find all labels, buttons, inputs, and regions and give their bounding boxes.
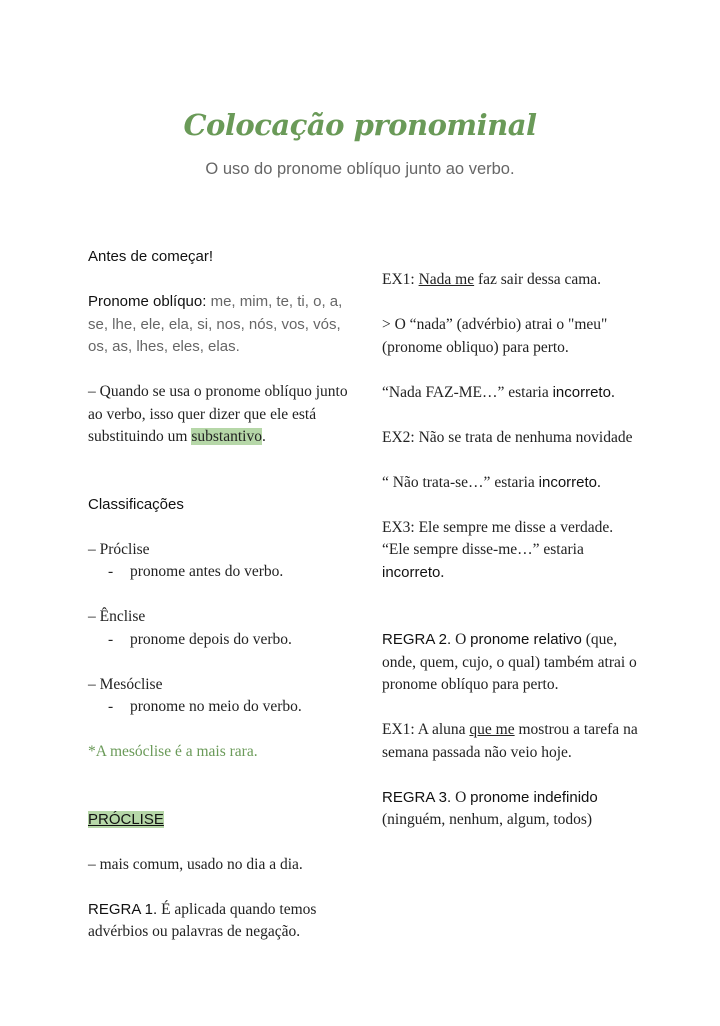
right-column	[382, 269, 644, 832]
page-title: Colocação pronominal	[183, 108, 537, 142]
incorrect-word: incorreto	[552, 383, 611, 401]
rule2-term: pronome relativo	[470, 631, 582, 648]
example1-explanation: > O “nada” (advérbio) atrai o "meu" (pronome obliquo) para perto.	[382, 316, 608, 356]
rule3-article: O	[451, 788, 471, 806]
rule1-label: REGRA 1.	[88, 900, 158, 918]
rule3-label: REGRA 3.	[382, 788, 452, 806]
substantivo-highlight: substantivo	[191, 428, 262, 445]
page-subtitle: O uso do pronome oblíquo junto ao verbo.	[205, 160, 515, 178]
class-name-enclise: – Ênclise	[88, 608, 146, 625]
rule2-ex-prefix: EX1: A aluna	[382, 721, 470, 738]
rule3-text: (ninguém, nenhum, algum, todos)	[382, 811, 593, 828]
proclise-heading-text: PRÓCLISE	[88, 810, 164, 828]
classifications-heading: Classificações	[88, 495, 184, 513]
ex2-wrong-text: “ Não trata-se…” estaria	[382, 473, 539, 491]
example2: EX2: Não se trata de nenhuma novidade	[382, 428, 633, 446]
rule2-ex-underlined: que me	[469, 721, 515, 738]
class-name-proclise: – Próclise	[88, 540, 150, 558]
ex1-wrong-text: “Nada FAZ-ME…” estaria	[382, 383, 553, 401]
class-name-mesoclise: – Mesóclise	[88, 675, 163, 693]
ex1-prefix: EX1:	[382, 271, 419, 288]
substitution-text: – Quando se usa o pronome oblíquo junto ao verbo, isso quer dizer que ele está substituindo um	[88, 383, 348, 445]
rule2-example	[382, 719, 644, 764]
rule3-paragraph	[382, 787, 644, 832]
oblique-label: Pronome oblíquo:	[88, 293, 207, 310]
oblique-pronouns-paragraph	[88, 291, 348, 359]
list-bullet: -	[108, 563, 114, 580]
rule3-term: pronome indefinido	[470, 788, 598, 806]
list-item	[88, 561, 348, 584]
example1	[382, 269, 644, 292]
proclise-heading	[88, 809, 348, 832]
ex1-rest: faz sair dessa cama.	[474, 271, 602, 288]
rule2-ex-rest: mostrou a tarefa na semana passada não veio hoje.	[382, 721, 638, 761]
example1-incorrect	[382, 382, 644, 405]
example3: EX3: Ele sempre me disse a verdade.	[382, 518, 614, 536]
rule2-article: O	[451, 631, 471, 648]
list-bullet: -	[108, 698, 114, 715]
oblique-list: me, mim, te, ti, o, a, se, lhe, ele, ela, si, nos, nós, vos, vós, os, as, lhes, eles, elas.	[88, 293, 343, 355]
rule2-label: REGRA 2.	[382, 631, 452, 648]
ex1-underlined: Nada me	[418, 271, 475, 288]
substitution-paragraph	[88, 381, 348, 449]
substitution-end: .	[261, 428, 266, 445]
ex3-wrong-text: “Ele sempre disse-me…” estaria	[382, 541, 584, 558]
list-item	[88, 629, 348, 652]
example3-incorrect	[382, 539, 644, 584]
rule1-text: É aplicada quando temos advérbios ou palavras de negação.	[88, 900, 317, 940]
class-desc-proclise: pronome antes do verbo.	[130, 563, 284, 580]
class-desc-enclise: pronome depois do verbo.	[130, 630, 292, 648]
list-bullet: -	[108, 630, 114, 648]
rule2-text: (que, onde, quem, cujo, o qual) também atrai o pronome oblíquo para perto.	[382, 631, 637, 693]
ex1-wrong-end: .	[610, 383, 615, 401]
rule2-paragraph	[382, 629, 644, 697]
left-column	[88, 246, 348, 944]
intro-heading: Antes de começar!	[88, 248, 214, 265]
class-desc-mesoclise: pronome no meio do verbo.	[130, 698, 302, 715]
list-item	[88, 696, 348, 719]
ex3-wrong-end: .	[440, 563, 445, 581]
rule1-paragraph	[88, 899, 348, 944]
incorrect-word: incorreto	[382, 563, 441, 581]
mesoclise-note: *A mesóclise é a mais rara.	[88, 743, 258, 760]
ex2-wrong-end: .	[597, 473, 601, 491]
incorrect-word: incorreto	[538, 473, 597, 491]
proclise-description: – mais comum, usado no dia a dia.	[88, 855, 303, 873]
example2-incorrect	[382, 472, 644, 495]
